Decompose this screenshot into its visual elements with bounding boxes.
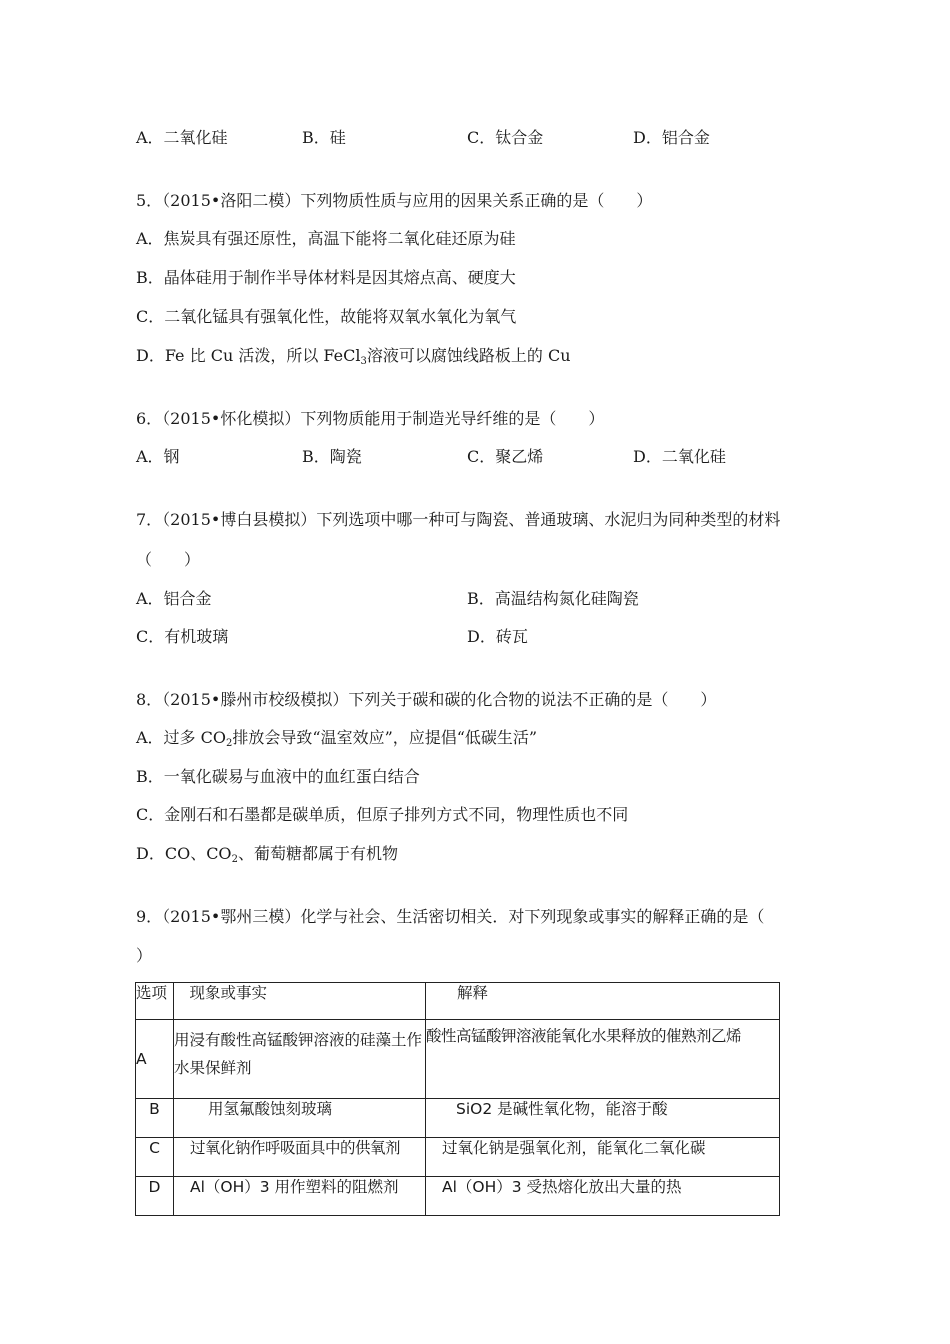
- row-option: C: [136, 1138, 174, 1177]
- q8-stem: 8．（2015•滕州市校级模拟）下列关于碳和碳的化合物的说法不正确的是（ ）: [136, 690, 717, 709]
- q5-option-c: C．二氧化锰具有强氧化性，故能将双氧水氧化为氧气: [136, 307, 517, 326]
- row-fact: 过氧化钠作呼吸面具中的供氧剂: [174, 1138, 426, 1177]
- q7-stem: 7．（2015•博白县模拟）下列选项中哪一种可与陶瓷、普通玻璃、水泥归为同种类型的材料: [136, 510, 781, 529]
- q8-option-d-text-end: 、葡萄糖都属于有机物: [237, 844, 398, 863]
- q6-option-d: D．二氧化硅: [633, 447, 726, 466]
- q8-option-a-subscript: 2: [226, 738, 233, 749]
- q5-option-b: B．晶体硅用于制作半导体材料是因其熔点高、硬度大: [136, 268, 516, 287]
- table-row: [136, 1138, 780, 1177]
- q8-option-c: C．金刚石和石墨都是碳单质，但原子排列方式不同，物理性质也不同: [136, 805, 629, 824]
- q5-option-d: [136, 346, 571, 366]
- q4-option-d: D．铝合金: [633, 128, 710, 147]
- q7-option-a: A．铝合金: [136, 589, 212, 608]
- row-fact: Al（OH）3 用作塑料的阻燃剂: [174, 1177, 426, 1216]
- q6-option-a: A．钢: [136, 447, 180, 466]
- q5-option-d-text-end: 溶液可以腐蚀线路板上的 Cu: [366, 346, 571, 365]
- q8-option-b: B．一氧化碳易与血液中的血红蛋白结合: [136, 767, 420, 786]
- q5-option-d-subscript: 3: [360, 356, 367, 367]
- q7-option-b: B．高温结构氮化硅陶瓷: [467, 589, 639, 608]
- header-explanation: 解释: [426, 983, 780, 1020]
- row-option: A: [136, 1020, 174, 1099]
- row-explanation: 过氧化钠是强氧化剂，能氧化二氧化碳: [426, 1138, 780, 1177]
- q5-stem: 5．（2015•洛阳二模）下列物质性质与应用的因果关系正确的是（ ）: [136, 191, 653, 210]
- q9-stem: 9．（2015•鄂州三模）化学与社会、生活密切相关．对下列现象或事实的解释正确的是（: [136, 907, 765, 926]
- q7-option-c: C．有机玻璃: [136, 627, 229, 646]
- table-header-row: [136, 983, 780, 1020]
- q9-stem-cont: ）: [136, 946, 153, 965]
- row-explanation: 酸性高锰酸钾溶液能氧化水果释放的催熟剂乙烯: [426, 1020, 780, 1099]
- q9-table: [135, 982, 780, 1216]
- row-explanation: Al（OH）3 受热熔化放出大量的热: [426, 1177, 780, 1216]
- q7-option-d: D．砖瓦: [467, 627, 528, 646]
- q5-option-a: A．焦炭具有强还原性，高温下能将二氧化硅还原为硅: [136, 229, 516, 248]
- row-option: D: [136, 1177, 174, 1216]
- q4-option-b: B．硅: [302, 128, 346, 147]
- q6-option-b: B．陶瓷: [302, 447, 362, 466]
- q6-stem: 6．（2015•怀化模拟）下列物质能用于制造光导纤维的是（ ）: [136, 409, 605, 428]
- q7-stem-cont: （ ）: [136, 550, 201, 569]
- q4-option-a: A．二氧化硅: [136, 128, 228, 147]
- q8-option-d-text: D．CO、CO: [136, 844, 232, 863]
- q8-option-d-subscript: 2: [231, 854, 238, 865]
- table-row: [136, 1099, 780, 1138]
- header-fact: 现象或事实: [174, 983, 426, 1020]
- table-row: [136, 1020, 780, 1099]
- q8-option-a-text-end: 排放会导致“温室效应”，应提倡“低碳生活”: [232, 728, 538, 747]
- q8-option-a: [136, 728, 537, 748]
- row-fact: 用浸有酸性高锰酸钾溶液的硅藻土作水果保鲜剂: [174, 1020, 426, 1099]
- header-option: 选项: [136, 983, 174, 1020]
- q8-option-d: [136, 844, 398, 864]
- row-fact: 用氢氟酸蚀刻玻璃: [174, 1099, 426, 1138]
- q8-option-a-text: A．过多 CO: [136, 728, 227, 747]
- table-row: [136, 1177, 780, 1216]
- row-option: B: [136, 1099, 174, 1138]
- row-explanation: SiO2 是碱性氧化物，能溶于酸: [426, 1099, 780, 1138]
- q5-option-d-text: D．Fe 比 Cu 活泼，所以 FeCl: [136, 346, 361, 365]
- q4-option-c: C．钛合金: [467, 128, 544, 147]
- q6-option-c: C．聚乙烯: [467, 447, 544, 466]
